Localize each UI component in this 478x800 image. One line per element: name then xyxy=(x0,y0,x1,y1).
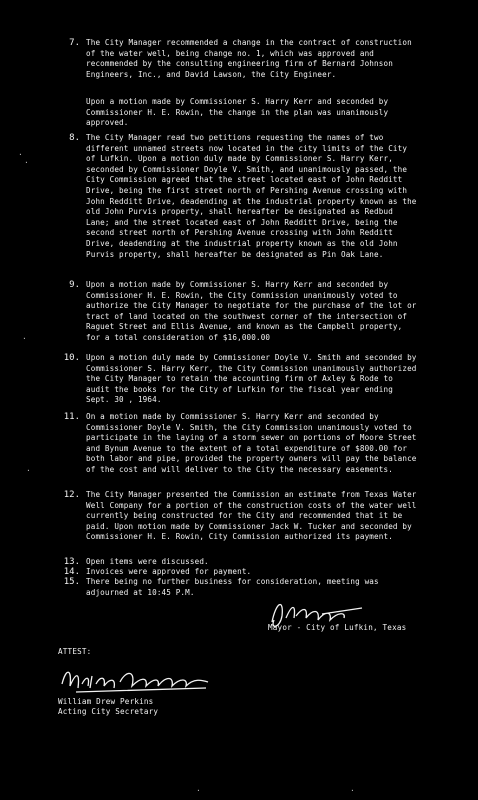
minutes-item-7 xyxy=(58,38,418,90)
item-number: 10. xyxy=(63,353,80,363)
item-7-followup: Upon a motion made by Commissioner S. Harry Kerr and seconded by Commissioner H. E. Rowin, the change in the plan was unanimously approved. xyxy=(86,97,389,128)
item-number: 11. xyxy=(63,412,80,422)
scan-mark: · xyxy=(196,786,201,795)
item-text: Invoices were approved for payment. xyxy=(86,567,252,576)
secretary-title: Acting City Secretary xyxy=(58,707,159,716)
item-text: The City Manager presented the Commission an estimate from Texas Water Well Company for a portion of the construction costs of the water well currently being constructed for the City and recommended that it be paid. Upon motion made by Commissioner Jack W. Tucker and seconded by Commissioner H. E. Rowin, City Commission authorized its payment. xyxy=(86,490,417,542)
margin-mark: · xyxy=(22,334,27,343)
secretary-name: William Drew Perkins xyxy=(58,697,154,706)
item-text: There being no further business for consideration, meeting was adjourned at 10:45 P.M. xyxy=(86,577,379,597)
item-number: 13. xyxy=(63,557,80,567)
item-text: Upon a motion made by Commissioner S. Harry Kerr and seconded by Commissioner H. E. Rowin, the City Commission unanimously voted to authorize the City Manager to negotiate for the purchase of the lot or tract of land located on the southwest corner of the intersection of Raguet Street and Ellis Avenue, and known as the Campbell property, for a total consideration of $16,000.00 xyxy=(86,280,417,342)
secretary-signature xyxy=(56,662,216,698)
item-number: 15. xyxy=(63,577,80,587)
scan-mark: · xyxy=(350,786,355,795)
item-text: The City Manager recommended a change in the contract of construction of the water well, being change no. 1, which was approved and recommended by the consulting engineering firm of Bernard Johnson Engineers, Inc., and David Lawson, the City Engineer. xyxy=(86,38,412,79)
margin-mark: · xyxy=(26,466,31,475)
item-number: 8. xyxy=(69,133,80,143)
item-text: The City Manager read two petitions requesting the names of two different unnamed streets now located in the city limits of the City of Lufkin. Upon a motion duly made by Commissioner S. Harry Kerr, seconded by Commissioner Doyle V. Smith, and unanimously passed, the City Commission agreed that the street located east of John Redditt Drive, being the first street north of Pershing Avenue crossing with John Redditt Drive, deadending at the industrial property known as the old John Purvis property, shall hereafter be designated as Redbud Lane; and the street located east of John Redditt Drive, being the second street north of Pershing Avenue crossing with John Redditt Drive, deadending at the industrial property known as the old John Purvis property, shall hereafter be designated as Pin Oak Lane. xyxy=(86,133,417,259)
item-number: 9. xyxy=(69,280,80,290)
item-text: Upon a motion duly made by Commissioner Doyle V. Smith and seconded by Commissioner S. Harry Kerr, the City Commission unanimously authorized the City Manager to retain the accounting firm of Axley & Rode to audit the books for the City of Lufkin for the fiscal year ending Sept. 30 , 1964. xyxy=(86,353,417,405)
margin-mark: · xyxy=(18,150,23,159)
item-number: 7. xyxy=(69,38,80,48)
item-number: 12. xyxy=(63,490,80,500)
item-text: On a motion made by Commissioner S. Harry Kerr and seconded by Commissioner Doyle V. Smith, the City Commission unanimously voted to participate in the laying of a storm sewer on portions of Moore Street and Bynum Avenue to the extent of a total expenditure of $800.00 for both labor and pipe, provided the property owners will pay the balance of the cost and will deliver to the City the necessary easements. xyxy=(86,412,417,474)
attest-label: ATTEST: xyxy=(58,647,92,656)
mayor-caption: Mayor - City of Lufkin, Texas xyxy=(268,623,407,632)
item-text: Open items were discussed. xyxy=(86,557,209,566)
item-number: 14. xyxy=(63,567,80,577)
margin-mark: · xyxy=(24,158,29,167)
